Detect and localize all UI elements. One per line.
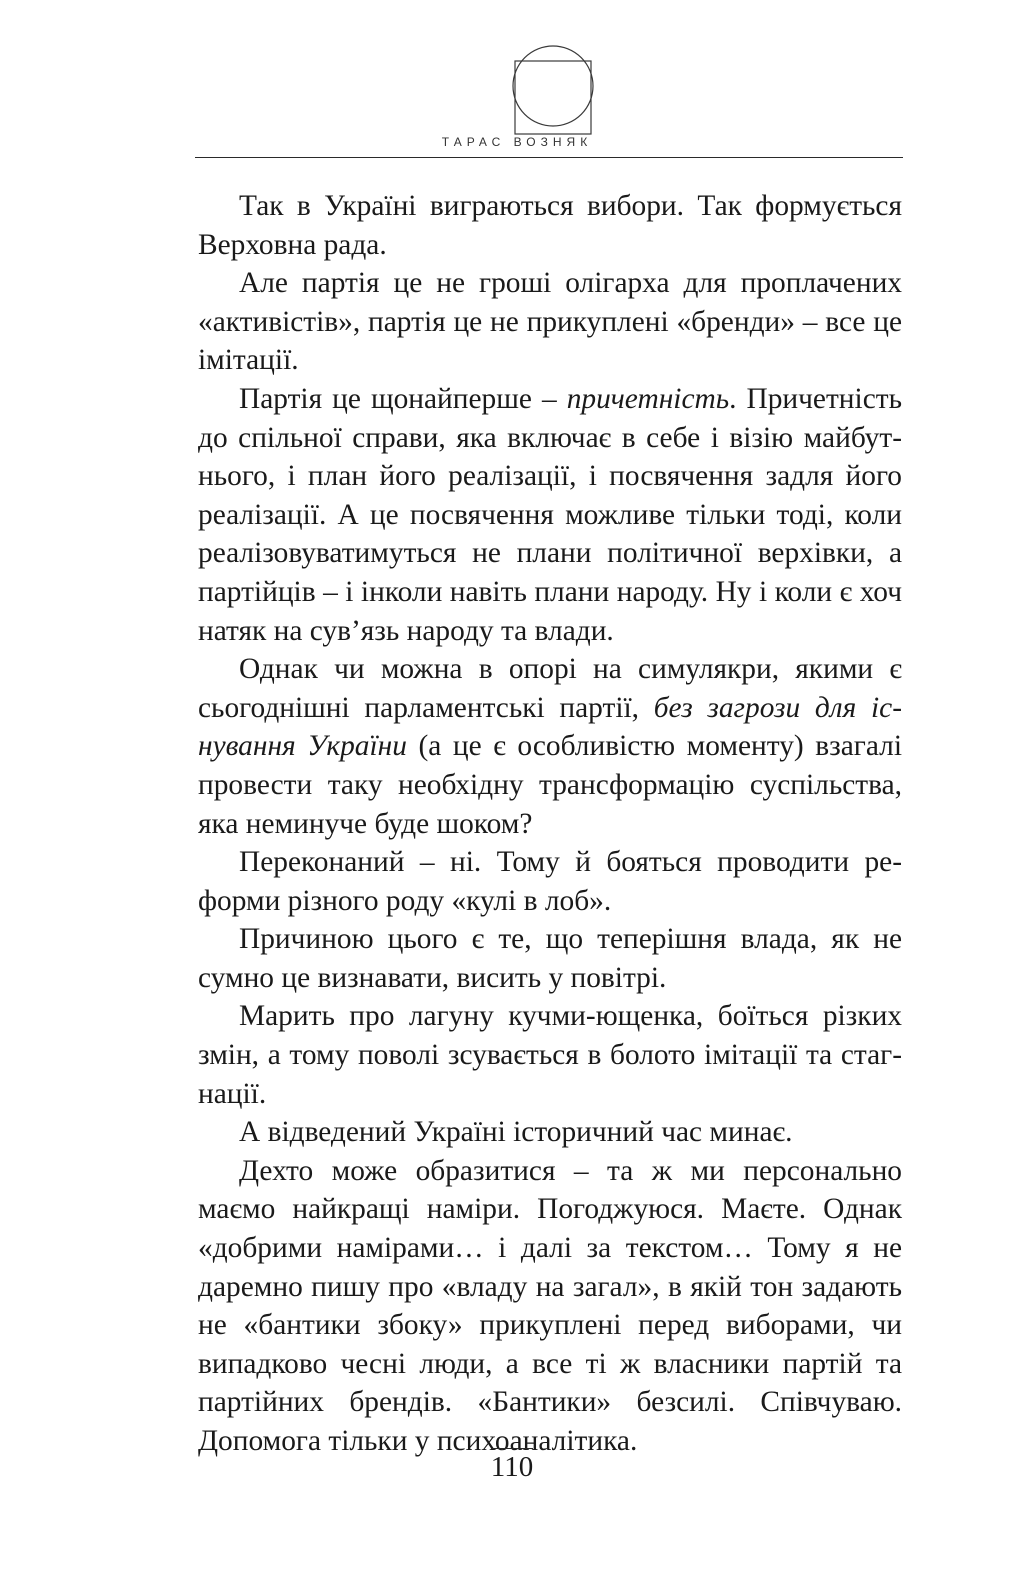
paragraph-text: Однак чи можна в опорі на симулякри, якими є сьогоднішні парламентські партії, — [198, 653, 902, 724]
paragraph: Причиною цього є те, що теперішня влада, як не сумно це визнавати, висить у повітрі. — [198, 923, 902, 994]
paragraph: А відведений Україні історичний час минає. — [239, 1116, 793, 1149]
italic-emphasis: без загрози для існування України — [198, 691, 902, 763]
italic-emphasis: причетність — [566, 382, 730, 415]
paragraph-text: Партія це щонайперше – — [239, 382, 567, 415]
page-number-container — [0, 1448, 1024, 1484]
paragraph: Дехто може образитися – та ж ми персонально маємо найкращі наміри. Погоджуюся. Маєте. Однак «добрими намірами… і далі за текстом… Тому я не даремно пишу про «владу на загал», в якій тон задають не «бантики збоку» прикуплені перед виборами, чи випадково чесні люди, а все ті ж власники партій та партійних брендів. «Бантики» безсилі. Співчуваю. Допомога тільки у психоаналітика. — [198, 1154, 902, 1457]
circle-square-logo-icon — [507, 44, 599, 136]
running-head-author: ТАРАС ВОЗНЯК — [441, 135, 593, 149]
paragraph-text: . Причетність до спільної справи, яка включає в себе і візію майбутнього, і план його реалізації, і посвячення задля його реалізації. А це посвячення можливе тільки тоді, коли реалізовуватимуться не плани політичної верхівки, а партійців – і інколи навіть плани народу. Ну і коли є хоч натяк на сув’язь народу та влади. — [198, 382, 902, 647]
paragraph: Переконаний – ні. Тому й бояться проводити реформи різного роду «кулі в лоб». — [198, 846, 902, 917]
body-text — [198, 187, 902, 1461]
paragraph: Але партія це не гроші олігарха для проплачених «активістів», партія це не прикуплені «бренди» – все це імітації. — [198, 267, 902, 377]
paragraph — [198, 650, 902, 843]
paragraph-text: (а це є особливістю моменту) взагалі провести таку необхідну трансформацію суспільства, яка неминуче буде шоком? — [198, 730, 902, 840]
header-rule — [195, 157, 903, 158]
paragraph: Марить про лагуну кучми-ющенка, боїться різких змін, а тому поволі зсувається в болото імітації та стагнації. — [198, 1000, 902, 1110]
page-number: 110 — [491, 1448, 533, 1483]
paragraph — [198, 380, 902, 650]
paragraph: Так в Україні виграються вибори. Так формується Верховна рада. — [198, 190, 902, 261]
